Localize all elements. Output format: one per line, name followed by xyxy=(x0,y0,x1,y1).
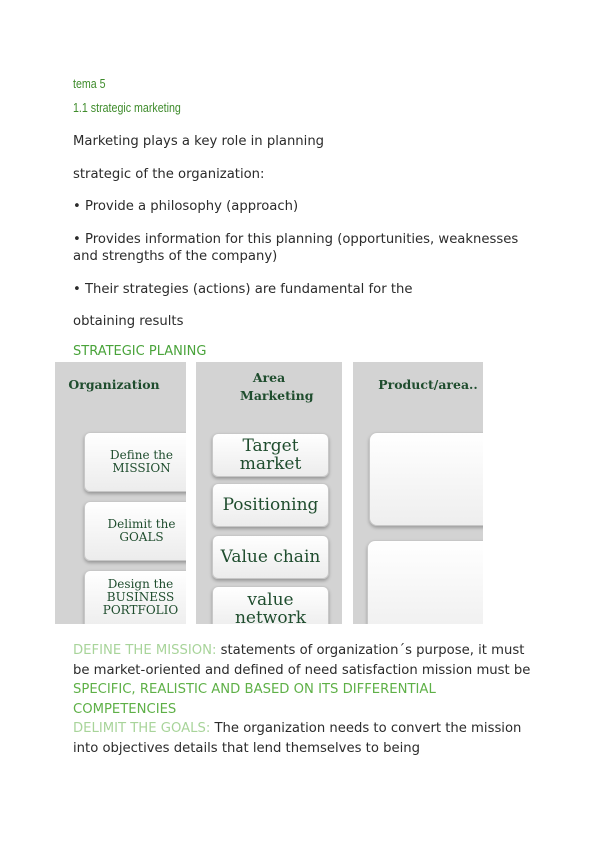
card-value-chain: Value chain xyxy=(212,535,329,579)
mission-emphasis: SPECIFIC, REALISTIC AND BASED ON ITS DIFFERENTIAL COMPETENCIES xyxy=(73,682,436,717)
bullet-philosophy: • Provide a philosophy (approach) xyxy=(73,199,299,214)
theme-heading: tema 5 xyxy=(73,76,106,91)
diagram-column-product xyxy=(353,362,483,624)
delimit-goals-text: The organization needs to convert the mission into objectives details that lend themselves to being xyxy=(73,721,522,756)
definitions-paragraph xyxy=(73,641,533,758)
delimit-goals-term: DELIMIT THE GOALS: xyxy=(73,721,211,736)
strategic-planing-title: STRATEGIC PLANING xyxy=(73,344,207,359)
card-value-network: value network xyxy=(212,586,329,624)
area-marketing-title: Area Marketing xyxy=(240,370,314,403)
organization-title: Organization xyxy=(68,377,160,392)
define-mission-term: DEFINE THE MISSION: xyxy=(73,643,217,658)
intro-line-1: Marketing plays a key role in planning xyxy=(73,134,325,149)
product-placeholder-card-2 xyxy=(367,540,483,624)
intro-line-2: strategic of the organization: xyxy=(73,167,265,182)
define-mission-text: statements of organization´s purpose, it must be market-oriented and defined of need satisfaction mission must be xyxy=(73,643,531,678)
bullet-information: • Provides information for this planning (opportunities, weaknesses and strengths of the company) xyxy=(73,232,519,264)
bullet-strategies: • Their strategies (actions) are fundamental for the xyxy=(73,282,413,297)
card-positioning: Positioning xyxy=(212,483,329,527)
diagram-column-organization xyxy=(55,362,186,624)
card-business-portfolio: Design the BUSINESS PORTFOLIO xyxy=(84,570,186,624)
product-placeholder-card-1 xyxy=(369,432,483,526)
product-area-title: Product/area.. xyxy=(378,377,478,392)
card-delimit-goals: Delimit the GOALS xyxy=(84,501,186,561)
card-define-mission: Define the MISSION xyxy=(84,432,186,492)
section-subtitle: 1.1 strategic marketing xyxy=(73,100,181,115)
diagram-column-marketing xyxy=(196,362,342,624)
intro-line-3: obtaining results xyxy=(73,314,184,329)
card-target-market: Target market xyxy=(212,433,329,477)
